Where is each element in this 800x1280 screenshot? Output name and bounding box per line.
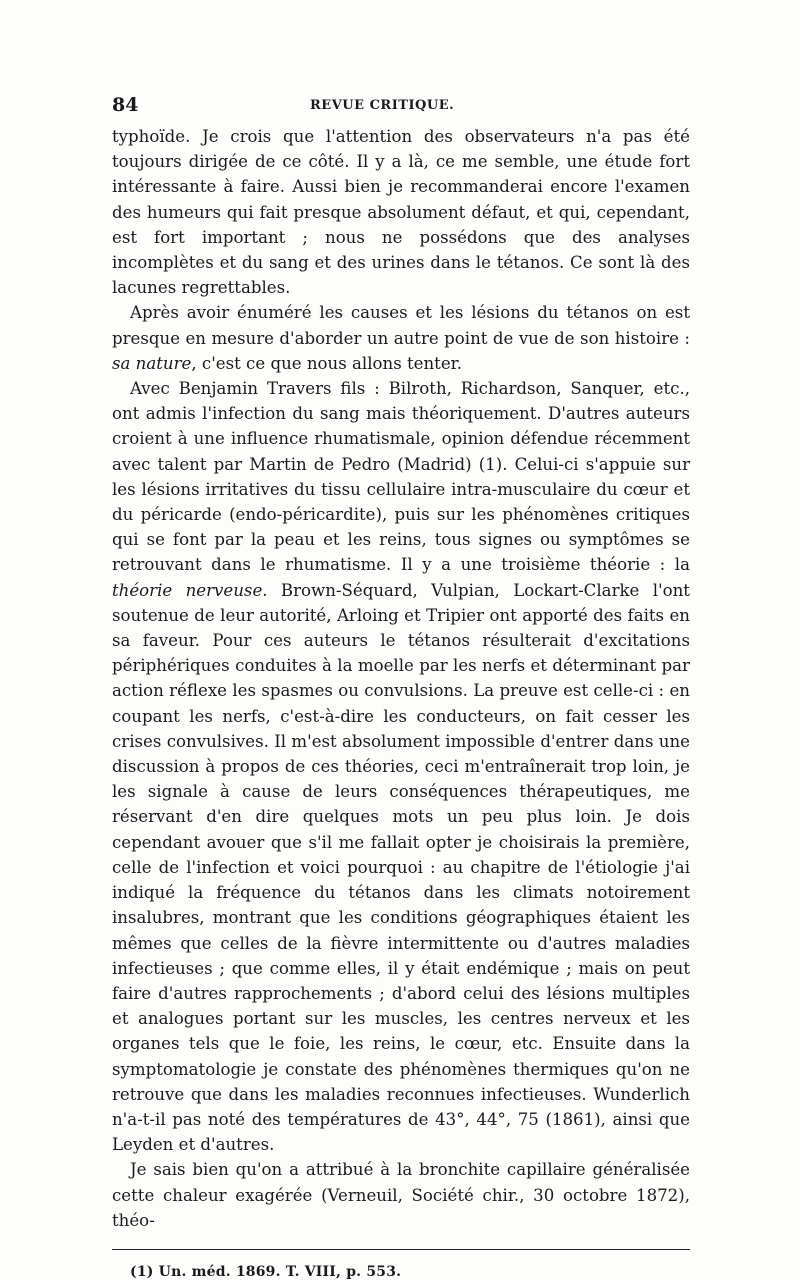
page-number: 84 bbox=[112, 94, 139, 116]
text-run: . Brown-Séquard, Vulpian, Lockart-Clarke l'ont soutenue de leur autorité, Arloing et Tripier ont apporté des faits en sa faveur. Pour ces auteurs le tétanos résulterait d'excitations périphériques conduites à la moelle par les nerfs et déterminant par action réflexe les spasmes ou convulsions. La preuve est celle-ci : en coupant les nerfs, c'est-à-dire les conducteurs, on fait cesser les crises convulsives. Il m'est absolument impossible d'entrer dans une discussion à propos de ces théories, ceci m'entraînerait trop loin, je les signale à cause de leurs conséquences thérapeutiques, me réservant d'en dire quelques mots un peu plus loin. Je dois cependant avouer que s'il me fallait opter je choisirais la première, celle de l'infection et voici pourquoi : au chapitre de l'étiologie j'ai indiqué la fréquence du tétanos dans les climats notoirement insalubres, montrant que les conditions géographiques étaient les mêmes que celles de la fièvre intermittente ou d'autres maladies infectieuses ; que comme elles, il y était endémique ; mais on peut faire d'autres rapprochements ; d'abord celui des lésions multiples et analogues portant sur les muscles, les centres nerveux et les organes tels que le foie, les reins, le cœur, etc. Ensuite dans la symptomatologie je constate des phénomènes thermiques qu'on ne retrouve que dans les maladies reconnues infectieuses. Wunderlich n'a-t-il pas noté des températures de 43°, 44°, 75 (1861), ainsi que Leyden et d'autres. bbox=[112, 580, 690, 1155]
italic-phrase: sa nature bbox=[112, 353, 192, 373]
running-title: REVUE CRITIQUE. bbox=[310, 98, 455, 113]
paragraph bbox=[112, 376, 690, 1157]
text-run: , c'est ce que nous allons tenter. bbox=[191, 353, 463, 373]
paragraph bbox=[112, 300, 690, 376]
document-page bbox=[112, 94, 690, 1280]
italic-phrase: théorie nerveuse bbox=[112, 580, 263, 600]
text-run: Je sais bien qu'on a attribué à la bronchite capillaire généralisée cette chaleur exagérée (Verneuil, Société chir., 30 octobre 1872), théo- bbox=[112, 1160, 690, 1230]
footnote-rule bbox=[112, 1249, 690, 1250]
footnote: (1) Un. méd. 1869. T. VIII, p. 553. bbox=[130, 1263, 402, 1280]
paragraph bbox=[112, 1157, 690, 1233]
paragraph bbox=[112, 124, 690, 300]
text-run: Avec Benjamin Travers fils : Bilroth, Richardson, Sanquer, etc., ont admis l'infection du sang mais théoriquement. D'autres auteurs croient à une influence rhumatismale, opinion défendue récemment avec talent par Martin de Pedro (Madrid) (1). Celui-ci s'appuie sur les lésions irritatives du tissu cellulaire intra-musculaire du cœur et du péricarde (endo-péricardite), puis sur les phénomènes critiques qui se font par la peau et les reins, tous signes ou symptômes se retrouvant dans le rhumatisme. Il y a une troisième théorie : la bbox=[112, 379, 690, 575]
page-header bbox=[112, 94, 690, 124]
text-run: typhoïde. Je crois que l'attention des observateurs n'a pas été toujours dirigée de ce côté. Il y a là, ce me semble, une étude fort intéressante à faire. Aussi bien je recommanderai encore l'examen des humeurs qui fait presque absolument défaut, et qui, cependant, est fort important ; nous ne possédons que des analyses incomplètes et du sang et des urines dans le tétanos. Ce sont là des lacunes regrettables. bbox=[112, 127, 690, 298]
text-run: Après avoir énuméré les causes et les lésions du tétanos on est presque en mesure d'aborder un autre point de vue de son histoire : bbox=[112, 303, 690, 348]
body-text bbox=[112, 124, 690, 1233]
